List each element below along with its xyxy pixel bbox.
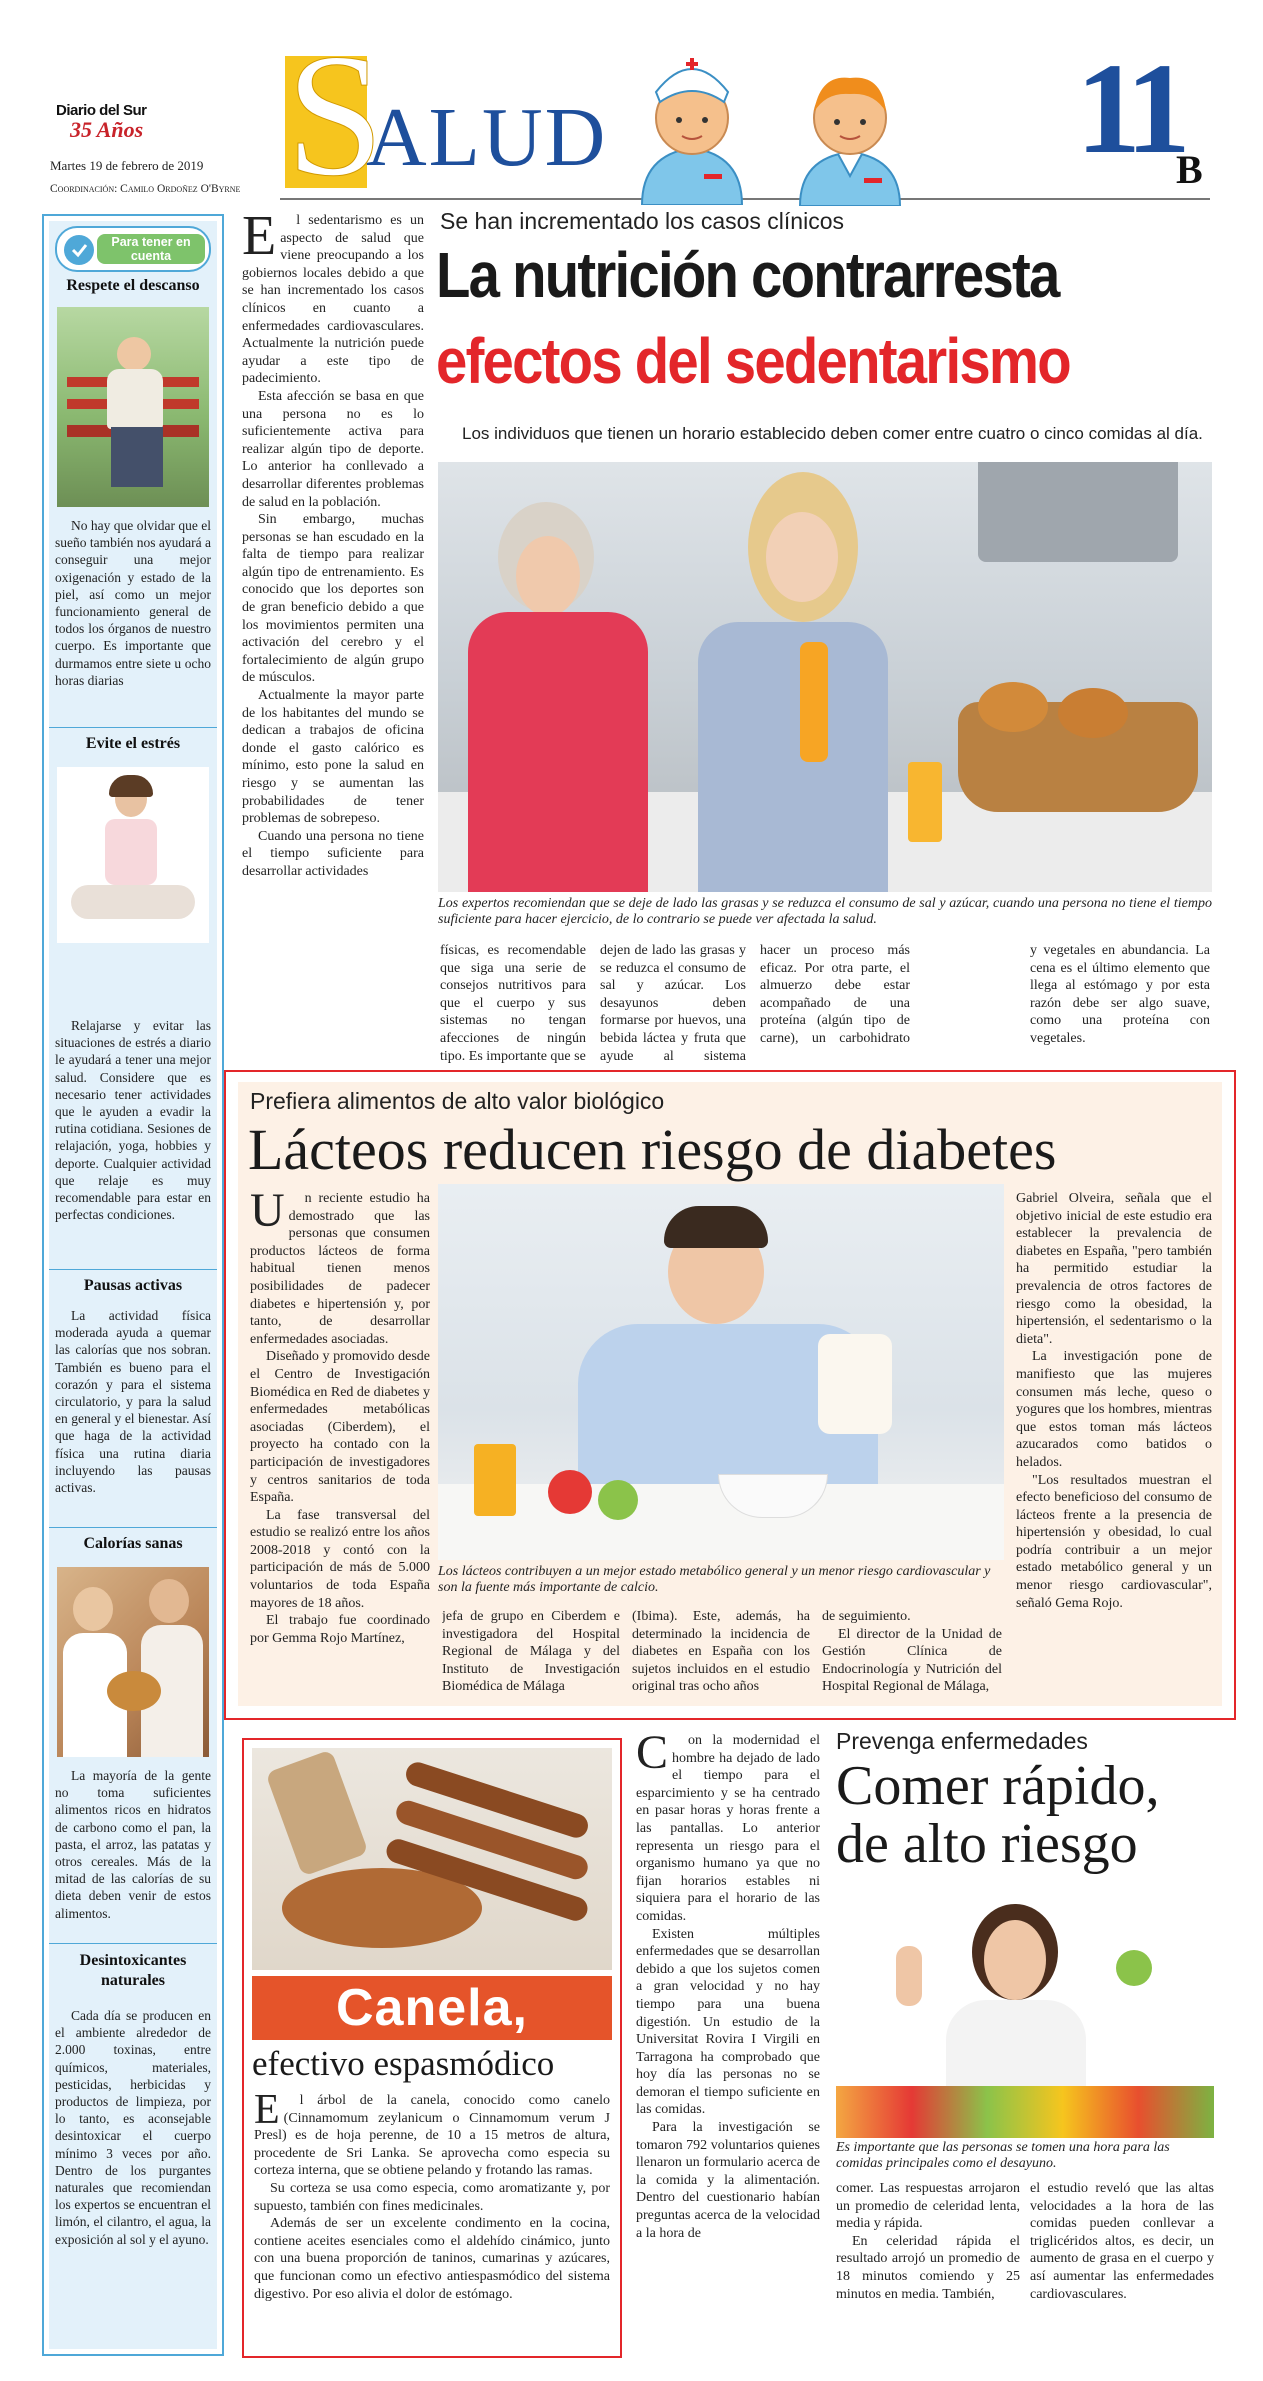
- dairy-paragraph: Diseñado y promovido desde el Centro de Investigación Biomédica en Red de diabetes y enfermedades metabólicas asociadas (Ciberdem), el proyecto ha contado con la participación de investigadores y centros sanitarios de toda España.: [250, 1349, 430, 1506]
- main-headline-line-1: La nutrición contrarresta: [436, 239, 1059, 311]
- cinnamon-subtitle: efectivo espasmódico: [252, 2044, 555, 2083]
- salud-logo-letter: S: [286, 18, 384, 213]
- fast-eating-photo-caption: Es importante que las personas se tomen una hora para las comidas principales como el desayuno.: [836, 2140, 1170, 2171]
- main-article-lead-column: [242, 212, 424, 1066]
- tips-badge: [55, 226, 211, 272]
- cinnamon-title: Canela,: [336, 1979, 528, 2037]
- cinnamon-paragraph: Además de ser un excelente condimento en la cocina, contiene aceites esenciales como el aldehído cinámico, junto con una buena proporción de taninos, cumarinas y azúcares, que funcionan como un efectivo antiespasmódico del sistema digestivo. Por eso alivia el dolor de estómago.: [254, 2216, 610, 2302]
- main-article-paragraph: E l sedentarismo es un aspecto de salud que viene preocupando a los gobiernos locales debido a que se han incrementado los casos clínicos en cuanto a enfermedades cardiovasculares. Actualmente la nutrición puede ayudar a este tipo de padecimiento.: [242, 212, 424, 387]
- tip-text-rest: No hay que olvidar que el sueño también nos ayudará a conseguir una mejor oxigenación y estado de la piel, así como un mejor funcionamiento general de todos los órganos de nuestro cuerpo. Es importante que durmamos entre siete u ocho horas diarias: [55, 518, 211, 688]
- tip-divider: [49, 1269, 217, 1270]
- main-article-paragraph: Sin embargo, muchas personas se han escudado en la falta de tiempo para realizar algún tipo de entrenamiento. Es conocido que los deportes son de gran beneficio debido a que los movimientos permiten una activación del cerebro y el fortalecimiento de algún grupo de músculos.: [242, 512, 424, 686]
- paper-logo: Diario del Sur: [56, 102, 147, 119]
- fast-eating-column: el estudio reveló que las altas velocidades a la hora de las comidas pueden conllevar a triglicéridos altos, es decir, un aumento de grasa en el cuerpo y así aumentar las enfermedades cardiovasculares.: [1030, 2181, 1214, 2302]
- main-article-column: dejen de lado las grasas y se reduzca el consumo de sal y azúcar. Los desayunos deben formarse por huevos, una bebida láctea y fruta que ayude al sistema: [600, 943, 746, 1064]
- main-article-paragraph: Actualmente la mayor parte de los habitantes del mundo se dedican a trabajos de oficina donde el gasto calórico es mínimo, esto pone la salud en riesgo y se aumentan las probabilidades de tener problemas de sobrepeso.: [242, 688, 424, 827]
- photo-meditating-woman: [57, 767, 209, 943]
- doctor-icon: [790, 66, 910, 206]
- photo-man-pouring-milk: [438, 1184, 1004, 1560]
- drop-cap: C: [636, 1732, 669, 1779]
- tip-title-rest: Respete el descanso: [66, 277, 200, 294]
- masthead: [0, 0, 1263, 213]
- tip-divider: [49, 1527, 217, 1528]
- cinnamon-paragraph: Su corteza se usa como especia, como aromatizante y, por supuesto, también con fines medicinales.: [254, 2180, 610, 2214]
- main-photo-caption: Los expertos recomiendan que se deje de lado las grasas y se reduzca el consumo de sal y azúcar, cuando una persona no tiene el tiempo suficiente para hacer ejercicio, de lo contrario se puede ver afectada la salud.: [438, 896, 1212, 927]
- tip-title-stress: Evite el estrés: [85, 735, 181, 752]
- dairy-column: de seguimiento. El director de la Unidad de Gestión Clínica de Endocrinología y Nutrición del Hospital Regional de Málaga,: [822, 1609, 1002, 1695]
- tips-badge-icon: [63, 234, 95, 266]
- tip-title-natural-detox: Desintoxicantes naturales: [79, 1952, 187, 1989]
- fast-eating-kicker: Prevenga enfermedades: [836, 1728, 1088, 1754]
- salud-logo-word: ALUD: [366, 91, 608, 184]
- nurse-icon: [632, 40, 752, 205]
- tip-divider: [49, 1943, 217, 1944]
- main-deck: Los individuos que tienen un horario establecido deben comer entre cuatro o cinco comidas al día.: [462, 424, 1203, 443]
- tips-sidebar: [42, 214, 224, 2356]
- dairy-kicker: Prefiera alimentos de alto valor biológico: [250, 1088, 665, 1114]
- dairy-column: (Ibima). Este, además, ha determinado la incidencia de diabetes en España con los sujetos incluidos en el estudio original tras ocho años: [632, 1609, 810, 1695]
- tip-title-healthy-calories: Calorías sanas: [83, 1535, 183, 1552]
- fast-eating-headline-line-1: Comer rápido,: [836, 1755, 1160, 1817]
- main-article-column: hacer un proceso más eficaz. Por otra parte, el almuerzo debe estar acompañado de una proteína (algún tipo de carne), un carbohidrato: [760, 943, 910, 1046]
- dairy-right-column: Gabriel Olveira, señala que el objetivo inicial de este estudio era establecer la prevalencia de diabetes en España, "pero también ha permitido estudiar la prevalencia de otros factores de riesgo como la obesidad, la hipertensión, el sedentarismo o la dieta". La investigación pone de manifiesto que las mujeres consumen más leche, queso o yogures que los hombres, mientras que estos toman más lácteos azucarados como batidos o helados. "Los resultados muestran el efecto beneficioso del consumo de lácteos frente a la presencia de hipertensión y obesidad, lo cual podría contribuir a un mejor estado metabólico general y un menor riesgo cardiovascular", señaló Gema Rojo.: [1016, 1191, 1212, 1611]
- cinnamon-body: [254, 2092, 610, 2350]
- dairy-headline: Lácteos reducen riesgo de diabetes: [248, 1117, 1057, 1182]
- anniversary-logo: 35 Años: [70, 117, 144, 142]
- dairy-article-box: [224, 1070, 1236, 1720]
- drop-cap: E: [242, 212, 277, 267]
- main-article-paragraph: Cuando una persona no tiene el tiempo suficiente para desarrollar actividades: [242, 828, 424, 879]
- dairy-lead-column: [250, 1190, 430, 1706]
- tip-divider: [49, 727, 217, 728]
- fast-eating-headline-line-2: de alto riesgo: [836, 1813, 1138, 1875]
- tip-text-natural-detox: Cada día se producen en el ambiente alrededor de 2.000 toxinas, entre químicos, materiales, pesticidas, herbicidas y productos de limpieza, por lo tanto, es aconsejable desintoxicar el cuerpo mínimo 3 veces por año. Dentro de los purgantes naturales que recomiendan los expertos se encuentran el limón, el cilantro, el agua, la exposición al sol y el ayuno.: [55, 2008, 211, 2247]
- dairy-paragraph: La fase transversal del estudio se realizó entre los años 2008-2018 y contó con la participación de más de 5.000 voluntarios de toda España mayores de 18 años.: [250, 1507, 430, 1611]
- photo-resting-man: [57, 307, 209, 507]
- tip-text-active-breaks: La actividad física moderada ayuda a quemar las calorías que nos sobran. También es bueno para el corazón y para el sistema circulatorio, y para la salud en general y el bienestar. Así que haga de la actividad física una rutina diaria incluyendo las pausas activas.: [55, 1308, 211, 1496]
- main-article-column: y vegetales en abundancia. La cena es el último elemento que llega al estómago y por esta razón debe ser algo suave, como una proteína con vegetales.: [1030, 943, 1210, 1046]
- cinnamon-article-box: [242, 1738, 622, 2358]
- photo-women-cooking: [438, 462, 1212, 892]
- main-article-column: físicas, es recomendable que siga una serie de consejos nutritivos para que el cuerpo y sus sistemas no tengan afecciones de ningún tipo. Es importante que se: [440, 943, 586, 1064]
- dairy-photo-caption: Los lácteos contribuyen a un mejor estado metabólico general y un menor riesgo cardiovascular y son la fuente más importante de calcio.: [438, 1564, 991, 1595]
- issue-date: Martes 19 de febrero de 2019: [50, 158, 204, 173]
- photo-woman-with-fruit: [836, 1886, 1214, 2138]
- fast-eating-column: comer. Las respuestas arrojaron un promedio de celeridad lenta, media y rápida. En celeridad rápida el resultado arrojó un promedio de 18 minutos comiendo y 25 minutos en media. También,: [836, 2181, 1020, 2302]
- page-number: 11: [1076, 37, 1183, 181]
- tips-badge-label: Para tener en cuenta: [97, 234, 205, 264]
- fast-eating-lead-column: [636, 1732, 820, 2356]
- tip-title-active-breaks: Pausas activas: [83, 1277, 183, 1294]
- tips-sidebar-panel: [49, 221, 217, 2349]
- dairy-column: jefa de grupo en Ciberdem e investigadora del Hospital Regional de Málaga y del Instituto de Investigación Biomédica de Málaga: [442, 1609, 620, 1695]
- main-article-paragraph: Esta afección se basa en que una persona no es lo suficientemente activa para realizar algún tipo de deporte. Lo anterior ha conllevado a desarrollar diferentes problemas de salud en la población.: [242, 388, 424, 510]
- photo-cinnamon-sticks: [252, 1748, 612, 1970]
- tip-text-healthy-calories: La mayoría de la gente no toma suficientes alimentos ricos en hidratos de carbono como el pan, la pasta, el arroz, las patatas y otros cereales. Más de la mitad de las calorías de su dieta deben venir de estos alimentos.: [55, 1768, 211, 1921]
- dairy-paragraph: El trabajo fue coordinado por Gemma Rojo Martínez,: [250, 1613, 430, 1646]
- cinnamon-paragraph: E l árbol de la canela, conocido como canelo (Cinnamomum zeylanicum o Cinnamomum verum J Presl) es de hoja perenne, de 10 a 15 metros de altura, procedente de Sri Lanka. Se aprovecha como especia su corteza interna, que se obtiene pelando y frotando las ramas.: [254, 2092, 610, 2179]
- fast-eating-paragraph: Para la investigación se tomaron 792 voluntarios quienes llenaron un formulario acerca de la comida y la alimentación. Dentro del cuestionario habían preguntas acerca de la velocidad a la hora de: [636, 2120, 820, 2241]
- drop-cap: U: [250, 1190, 285, 1237]
- drop-cap: E: [254, 2092, 280, 2133]
- dairy-paragraph: U n reciente estudio ha demostrado que las personas que consumen productos lácteos de forma habitual tienen menos posibilidades de padecer diabetes e hipertensión y, por tanto, de desarrollar enfermedades asociadas.: [250, 1190, 430, 1347]
- photo-bakers: [57, 1567, 209, 1757]
- coordination-credit: Coordinación: Camilo Ordoñez O'Byrne: [50, 183, 241, 195]
- page-section-suffix: B: [1176, 147, 1203, 192]
- fast-eating-paragraph: C on la modernidad el hombre ha dejado de lado el tiempo para el esparcimiento y se ha centrado en pasar horas y horas frente a las pantallas. Lo anterior representa un riesgo para el organismo humano ya que no fijan horarios estables ni siquiera para el horario de las comidas.: [636, 1732, 820, 1924]
- tip-text-stress: Relajarse y evitar las situaciones de estrés a diario le ayudará a tener una mejor salud. Considere que es necesario tener actividades que le ayuden a evadir la rutina cotidiana. Sesiones de relajación, yoga, hobbies y deporte. Cualquier actividad que relaje es muy recomendable para estar en perfectas condiciones.: [55, 1018, 211, 1223]
- main-kicker: Se han incrementado los casos clínicos: [440, 208, 844, 234]
- main-headline-line-2: efectos del sedentarismo: [436, 325, 1070, 397]
- fast-eating-paragraph: Existen múltiples enfermedades que se desarrollan debido a que los sujetos comen a gran velocidad y no hay tiempo para una buena digestión. Un estudio de la Universitat Rovira I Virgili en Tarragona ha comprobado que hoy día las personas no se demoran el tiempo suficiente en las comidas.: [636, 1926, 820, 2118]
